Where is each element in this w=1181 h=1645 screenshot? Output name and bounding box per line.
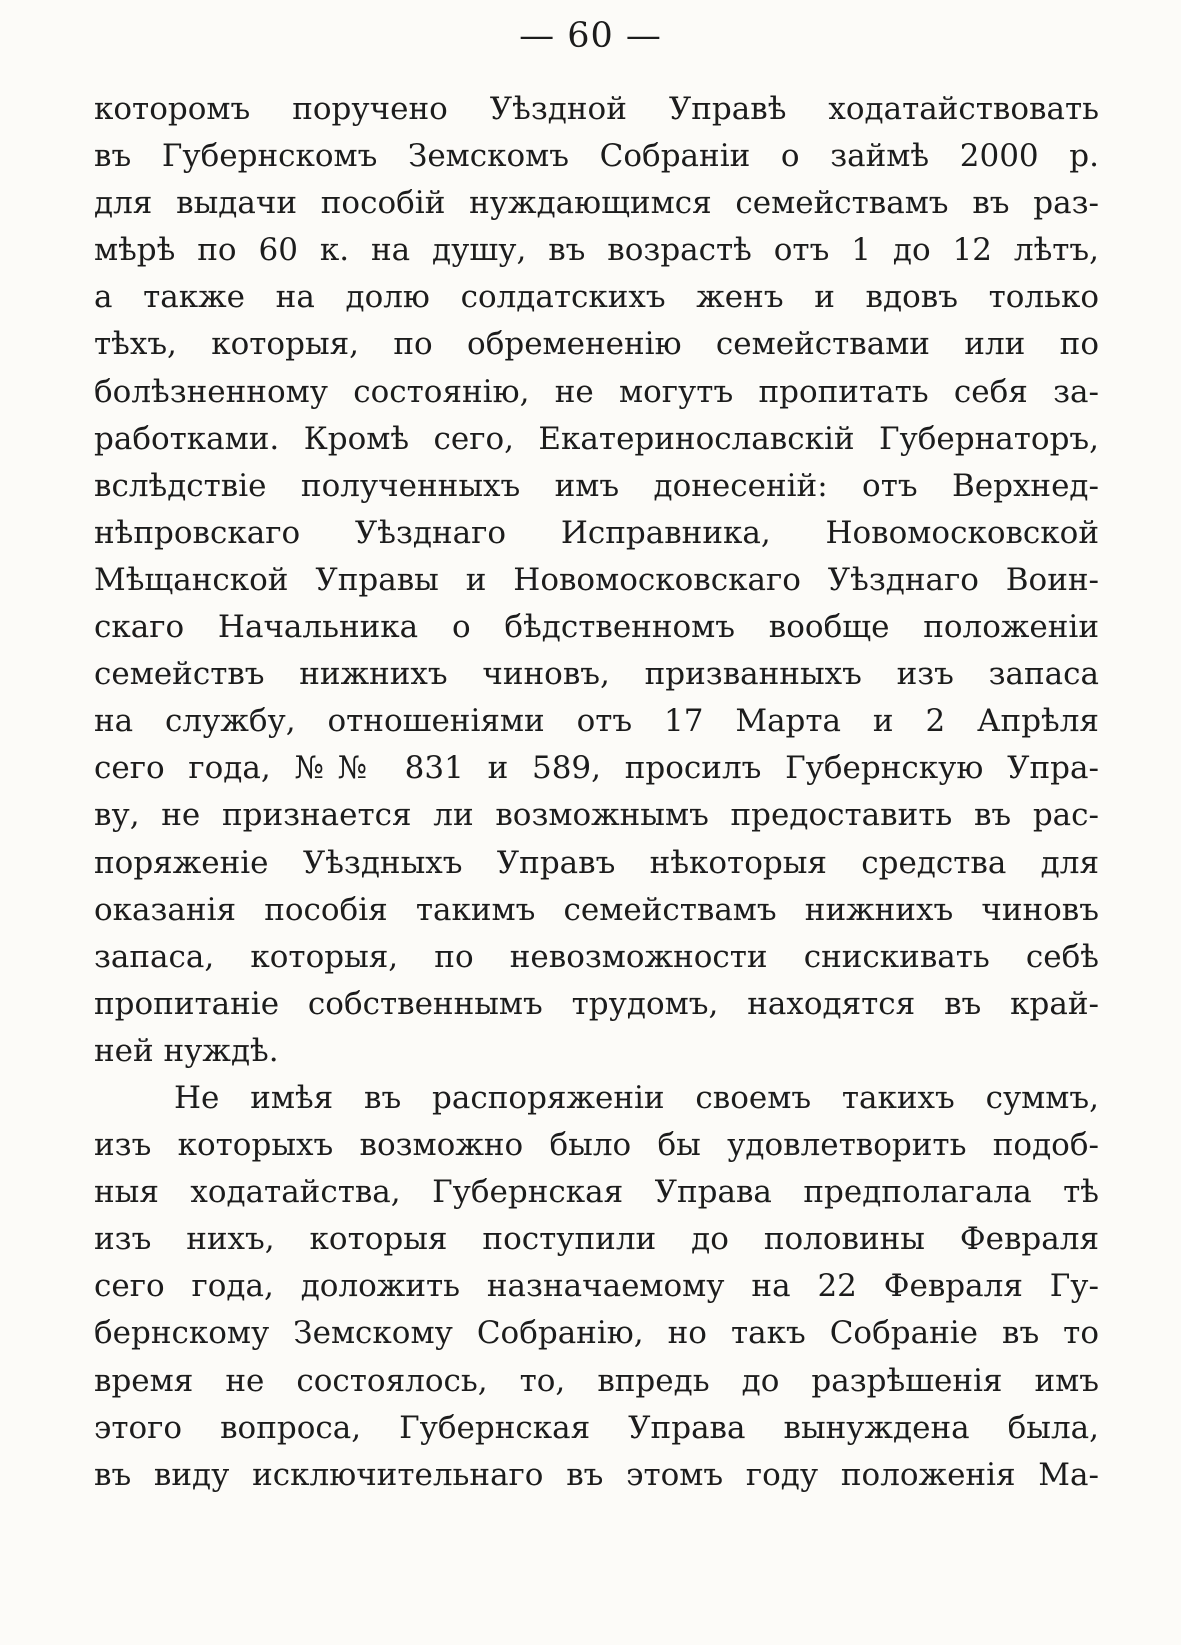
text-line: поряженіе Уѣздныхъ Управъ нѣкоторыя средства для bbox=[94, 844, 1099, 881]
text-line: оказанія пособія такимъ семействамъ нижнихъ чиновъ bbox=[94, 891, 1099, 928]
text-line: бернскому Земскому Собранію, но такъ Собраніе въ то bbox=[94, 1315, 1099, 1352]
text-line: семействъ нижнихъ чиновъ, призванныхъ изъ запаса bbox=[94, 656, 1099, 693]
text-line: запаса, которыя, по невозможности снискивать себѣ bbox=[94, 938, 1099, 975]
text-line: которомъ поручено Уѣздной Управѣ ходатайствовать bbox=[94, 91, 1099, 127]
text-line: въ виду исключительнаго въ этомъ году положенія Ма- bbox=[94, 1456, 1099, 1493]
text-line: для выдачи пособій нуждающимся семействамъ въ раз- bbox=[94, 185, 1099, 222]
text-line: ву, не признается ли возможнымъ предоставить въ рас- bbox=[94, 797, 1099, 834]
text-line: пропитаніе собственнымъ трудомъ, находятся въ край- bbox=[94, 985, 1099, 1022]
text-line: въ Губернскомъ Земскомъ Собраніи о займѣ 2000 р. bbox=[94, 138, 1099, 175]
text-line: изъ нихъ, которыя поступили до половины Февраля bbox=[94, 1221, 1099, 1258]
text-line: время не состоялось, то, впредь до разрѣшенія имъ bbox=[94, 1362, 1099, 1399]
page-number: — 60 — bbox=[519, 16, 662, 56]
text-line: мѣрѣ по 60 к. на душу, въ возрастѣ отъ 1 до 12 лѣтъ, bbox=[94, 232, 1099, 269]
text-line: сего года, №№ 831 и 589, просилъ Губернскую Упра- bbox=[94, 750, 1099, 787]
text-line: ныя ходатайства, Губернская Управа предполагала тѣ bbox=[94, 1174, 1099, 1211]
text-line: Мѣщанской Управы и Новомосковскаго Уѣзднаго Воин- bbox=[94, 561, 1099, 598]
text-line: этого вопроса, Губернская Управа вынуждена была, bbox=[94, 1409, 1099, 1446]
text-line: нѣпровскаго Уѣзднаго Исправника, Новомосковской bbox=[94, 514, 1099, 551]
text-line: скаго Начальника о бѣдственномъ вообще положеніи bbox=[94, 609, 1099, 646]
text-line: вслѣдствіе полученныхъ имъ донесеній: отъ Верхнед- bbox=[94, 467, 1099, 504]
text-line: изъ которыхъ возможно было бы удовлетворить подоб- bbox=[94, 1127, 1099, 1164]
paragraph-first-line: Не имѣя въ распоряженіи своемъ такихъ суммъ, bbox=[174, 1079, 1099, 1116]
text-line: работками. Кромѣ сего, Екатеринославскій Губернаторъ, bbox=[94, 420, 1099, 457]
body-text bbox=[94, 86, 1099, 1499]
text-line: тѣхъ, которыя, по обремененію семействами или по bbox=[94, 326, 1099, 363]
text-line: а также на долю солдатскихъ женъ и вдовъ только bbox=[94, 279, 1099, 316]
text-line: сего года, доложить назначаемому на 22 Февраля Гу- bbox=[94, 1268, 1099, 1305]
text-line: на службу, отношеніями отъ 17 Марта и 2 Апрѣля bbox=[94, 703, 1099, 740]
text-line: ней нуждѣ. bbox=[94, 1032, 279, 1069]
text-line: болѣзненному состоянію, не могутъ пропитать себя за- bbox=[94, 373, 1099, 410]
